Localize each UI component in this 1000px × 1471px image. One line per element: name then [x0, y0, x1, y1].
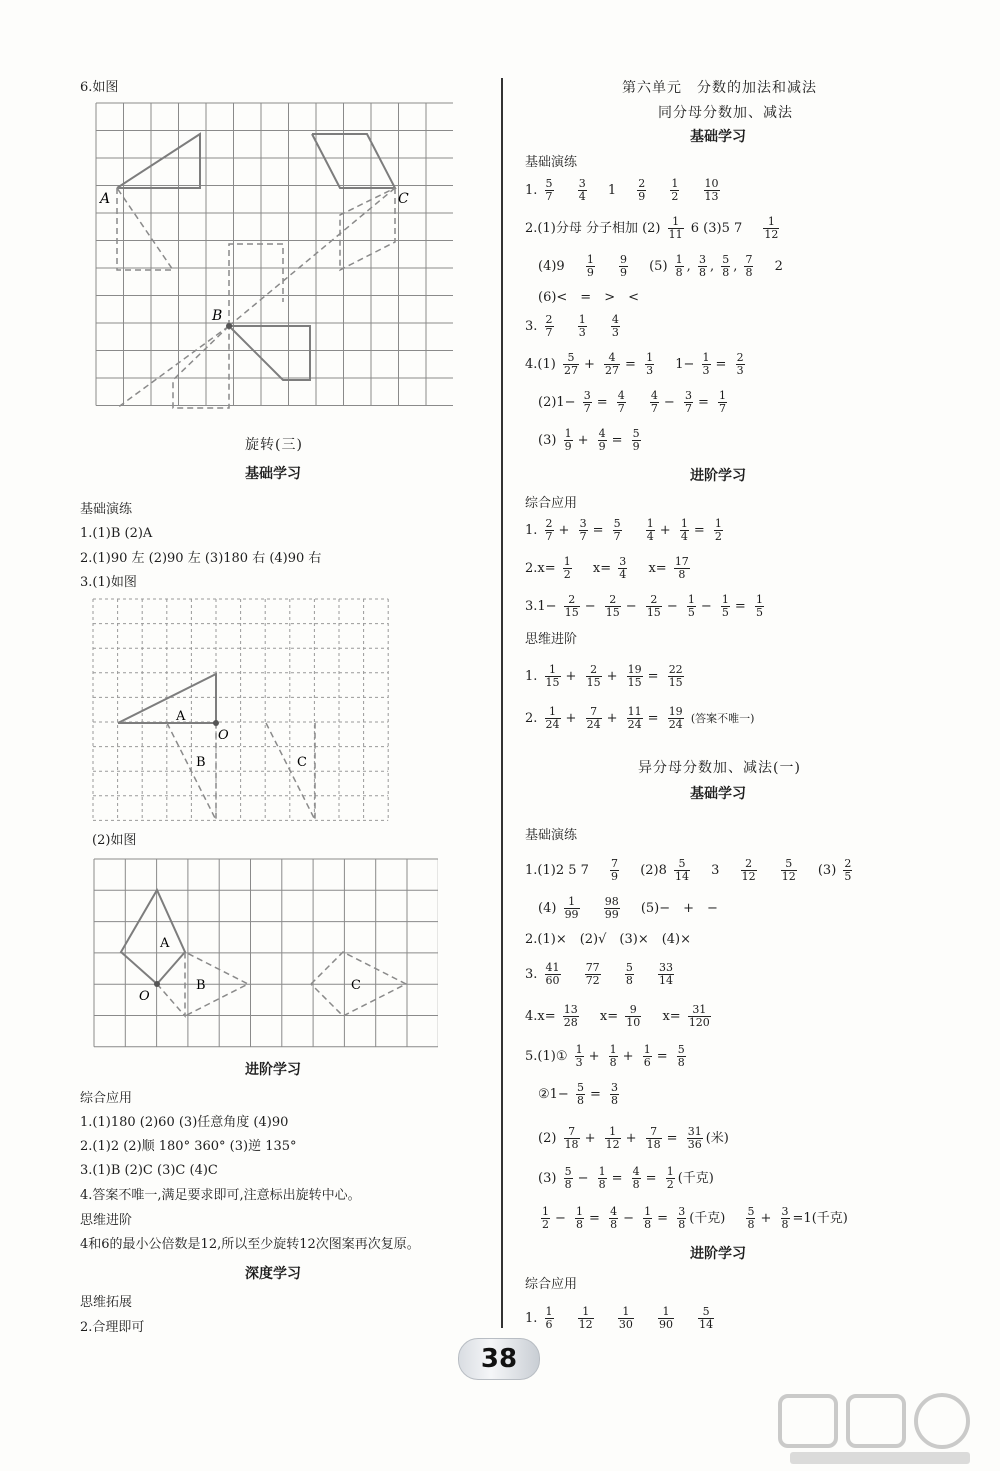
answer-line: 2.(1)2 (2)顺 180° 360° (3)逆 135°: [80, 1139, 297, 1154]
watermark-logo: [770, 1390, 990, 1470]
answer-line: 4.(1) $\frac{5}{27}$ + $\frac{4}{27}$ = $\frac{1}{3}$ 1− $\frac{1}{3}$ = $\frac{2}{3}$: [525, 351, 744, 377]
heading-comprehensive: 综合应用: [525, 1277, 578, 1292]
answer-line: 4.答案不唯一,满足要求即可,注意标出旋转中心。: [80, 1188, 361, 1203]
label-o: O: [139, 989, 150, 1004]
heading-basic-drill: 基础演练: [525, 155, 578, 170]
grid-figure-1: [95, 102, 453, 412]
answer-line: $\frac{1}{2}$ − $\frac{1}{8}$ = $\frac{4}{8}$ − $\frac{1}{8}$ = $\frac{3}{8}$ (千克) $\frac{5}{8}$ + $\frac{3}{8}$ =1(千克): [542, 1205, 848, 1231]
grid-figure-2: [92, 598, 392, 826]
page-number: 38: [458, 1338, 540, 1380]
answer-line: (2)1− $\frac{3}{7}$ = $\frac{4}{7}$ $\frac{4}{7}$ − $\frac{3}{7}$ = $\frac{1}{7}$: [538, 389, 726, 415]
label-c: C: [297, 755, 307, 770]
heading-comprehensive: 综合应用: [80, 1091, 133, 1106]
section-title: 同分母分数加、减法: [658, 105, 793, 121]
answer-line: 2.(1)× (2)√ (3)× (4)×: [525, 932, 692, 947]
heading-advanced-learning: 进阶学习: [690, 1246, 746, 1262]
heading-basic-drill: 基础演练: [80, 502, 133, 517]
answer-line: 3.1− $\frac{2}{15}$ − $\frac{2}{15}$ − $\frac{2}{15}$ − $\frac{1}{5}$ − $\frac{1}{5}$ = $\frac{1}{5}$: [525, 593, 763, 619]
answer-line: ②1− $\frac{5}{8}$ = $\frac{3}{8}$: [538, 1081, 619, 1107]
heading-advanced-learning: 进阶学习: [245, 1062, 301, 1078]
answer-line: (4)9 $\frac{1}{9}$ $\frac{9}{9}$ (5) $\frac{1}{8}$ , $\frac{3}{8}$ , $\frac{5}{8}$ , $\frac{7}{8}$ 2: [538, 253, 783, 279]
heading-thinking-advanced: 思维进阶: [80, 1213, 133, 1228]
answer-line: (6)< = > <: [538, 290, 639, 305]
answer-line: 1. $\frac{5}{7}$ $\frac{3}{4}$ 1 $\frac{2}{9}$ $\frac{1}{2}$ $\frac{10}{13}$: [525, 177, 719, 203]
heading-basic-learning: 基础学习: [690, 786, 746, 802]
answer-line: 5.(1)① $\frac{1}{3}$ + $\frac{1}{8}$ + $\frac{1}{6}$ = $\frac{5}{8}$: [525, 1043, 685, 1069]
heading-basic-learning: 基础学习: [690, 129, 746, 145]
answer-line: 4.x= $\frac{13}{28}$ x= $\frac{9}{10}$ x= $\frac{31}{120}$: [525, 1003, 710, 1029]
label-a: A: [176, 709, 186, 724]
label-b: B: [196, 978, 206, 993]
answer-line: 1.(1)2 5 7 $\frac{7}{9}$ (2)8 $\frac{5}{14}$ 3 $\frac{2}{12}$ $\frac{5}{12}$ (3) $\frac{2}{5}$: [525, 857, 852, 883]
answer-line: 1. $\frac{2}{7}$ + $\frac{3}{7}$ = $\frac{5}{7}$ $\frac{1}{4}$ + $\frac{1}{4}$ = $\frac{1}{2}$: [525, 517, 722, 543]
answer-line: 3. $\frac{2}{7}$ $\frac{1}{3}$ $\frac{4}{3}$: [525, 313, 619, 339]
label-o: O: [218, 728, 229, 743]
label-a: A: [160, 936, 170, 951]
answer-line: 2.x= $\frac{1}{2}$ x= $\frac{3}{4}$ x= $\frac{17}{8}$: [525, 555, 689, 581]
heading-thinking-advanced: 思维进阶: [525, 632, 578, 647]
answer-line: 3.(1)如图: [80, 575, 137, 590]
heading-comprehensive: 综合应用: [525, 496, 578, 511]
label-c: C: [351, 978, 361, 993]
answer-line: 3. $\frac{41}{60}$ $\frac{77}{72}$ $\frac{5}{8}$ $\frac{33}{14}$: [525, 961, 673, 987]
answer-line: 2.(1)90 左 (2)90 左 (3)180 右 (4)90 右: [80, 551, 322, 566]
section-title-rotate: 旋转(三): [245, 437, 303, 453]
label-b: B: [212, 308, 223, 324]
column-divider: [501, 78, 503, 1328]
grid-figure-3: [93, 858, 438, 1048]
answer-line: (4) $\frac{1}{99}$ $\frac{98}{99}$ (5)− + −: [538, 895, 718, 921]
heading-advanced-learning: 进阶学习: [690, 468, 746, 484]
answer-line: (2)如图: [92, 833, 137, 848]
label-a: A: [100, 191, 111, 207]
q6-heading: 6.如图: [80, 80, 119, 95]
answer-line: 1.(1)B (2)A: [80, 526, 153, 541]
label-b: B: [196, 755, 206, 770]
answer-line: 1.(1)180 (2)60 (3)任意角度 (4)90: [80, 1115, 289, 1130]
answer-line: (3) $\frac{5}{8}$ − $\frac{1}{8}$ = $\frac{4}{8}$ = $\frac{1}{2}$ (千克): [538, 1165, 714, 1191]
heading-thinking-extension: 思维拓展: [80, 1295, 133, 1310]
label-c: C: [398, 191, 409, 207]
answer-line: 2. $\frac{1}{24}$ + $\frac{7}{24}$ + $\frac{11}{24}$ = $\frac{19}{24}$ (答案不唯一): [525, 705, 755, 731]
section-title: 异分母分数加、减法(一): [638, 760, 801, 776]
answer-line: (3) $\frac{1}{9}$ + $\frac{4}{9}$ = $\frac{5}{9}$: [538, 427, 640, 453]
heading-deep-learning: 深度学习: [245, 1266, 301, 1282]
answer-line: 1. $\frac{1}{6}$ $\frac{1}{12}$ $\frac{1}{30}$ $\frac{1}{90}$ $\frac{5}{14}$: [525, 1305, 714, 1331]
answer-line: 4和6的最小公倍数是12,所以至少旋转12次图案再次复原。: [80, 1237, 420, 1252]
unit-title: 第六单元 分数的加法和减法: [622, 80, 817, 96]
heading-basic-learning: 基础学习: [245, 466, 301, 482]
answer-line: 1. $\frac{1}{15}$ + $\frac{2}{15}$ + $\frac{19}{15}$ = $\frac{22}{15}$: [525, 663, 683, 689]
answer-line: 2.(1)分母 分子相加 (2) $\frac{1}{11}$ 6 (3)5 7 $\frac{1}{12}$: [525, 215, 779, 241]
answer-line: (2) $\frac{7}{18}$ + $\frac{1}{12}$ + $\frac{7}{18}$ = $\frac{31}{36}$ (米): [538, 1125, 729, 1151]
answer-line: 2.合理即可: [80, 1320, 145, 1335]
answer-line: 3.(1)B (2)C (3)C (4)C: [80, 1163, 218, 1178]
heading-basic-drill: 基础演练: [525, 828, 578, 843]
